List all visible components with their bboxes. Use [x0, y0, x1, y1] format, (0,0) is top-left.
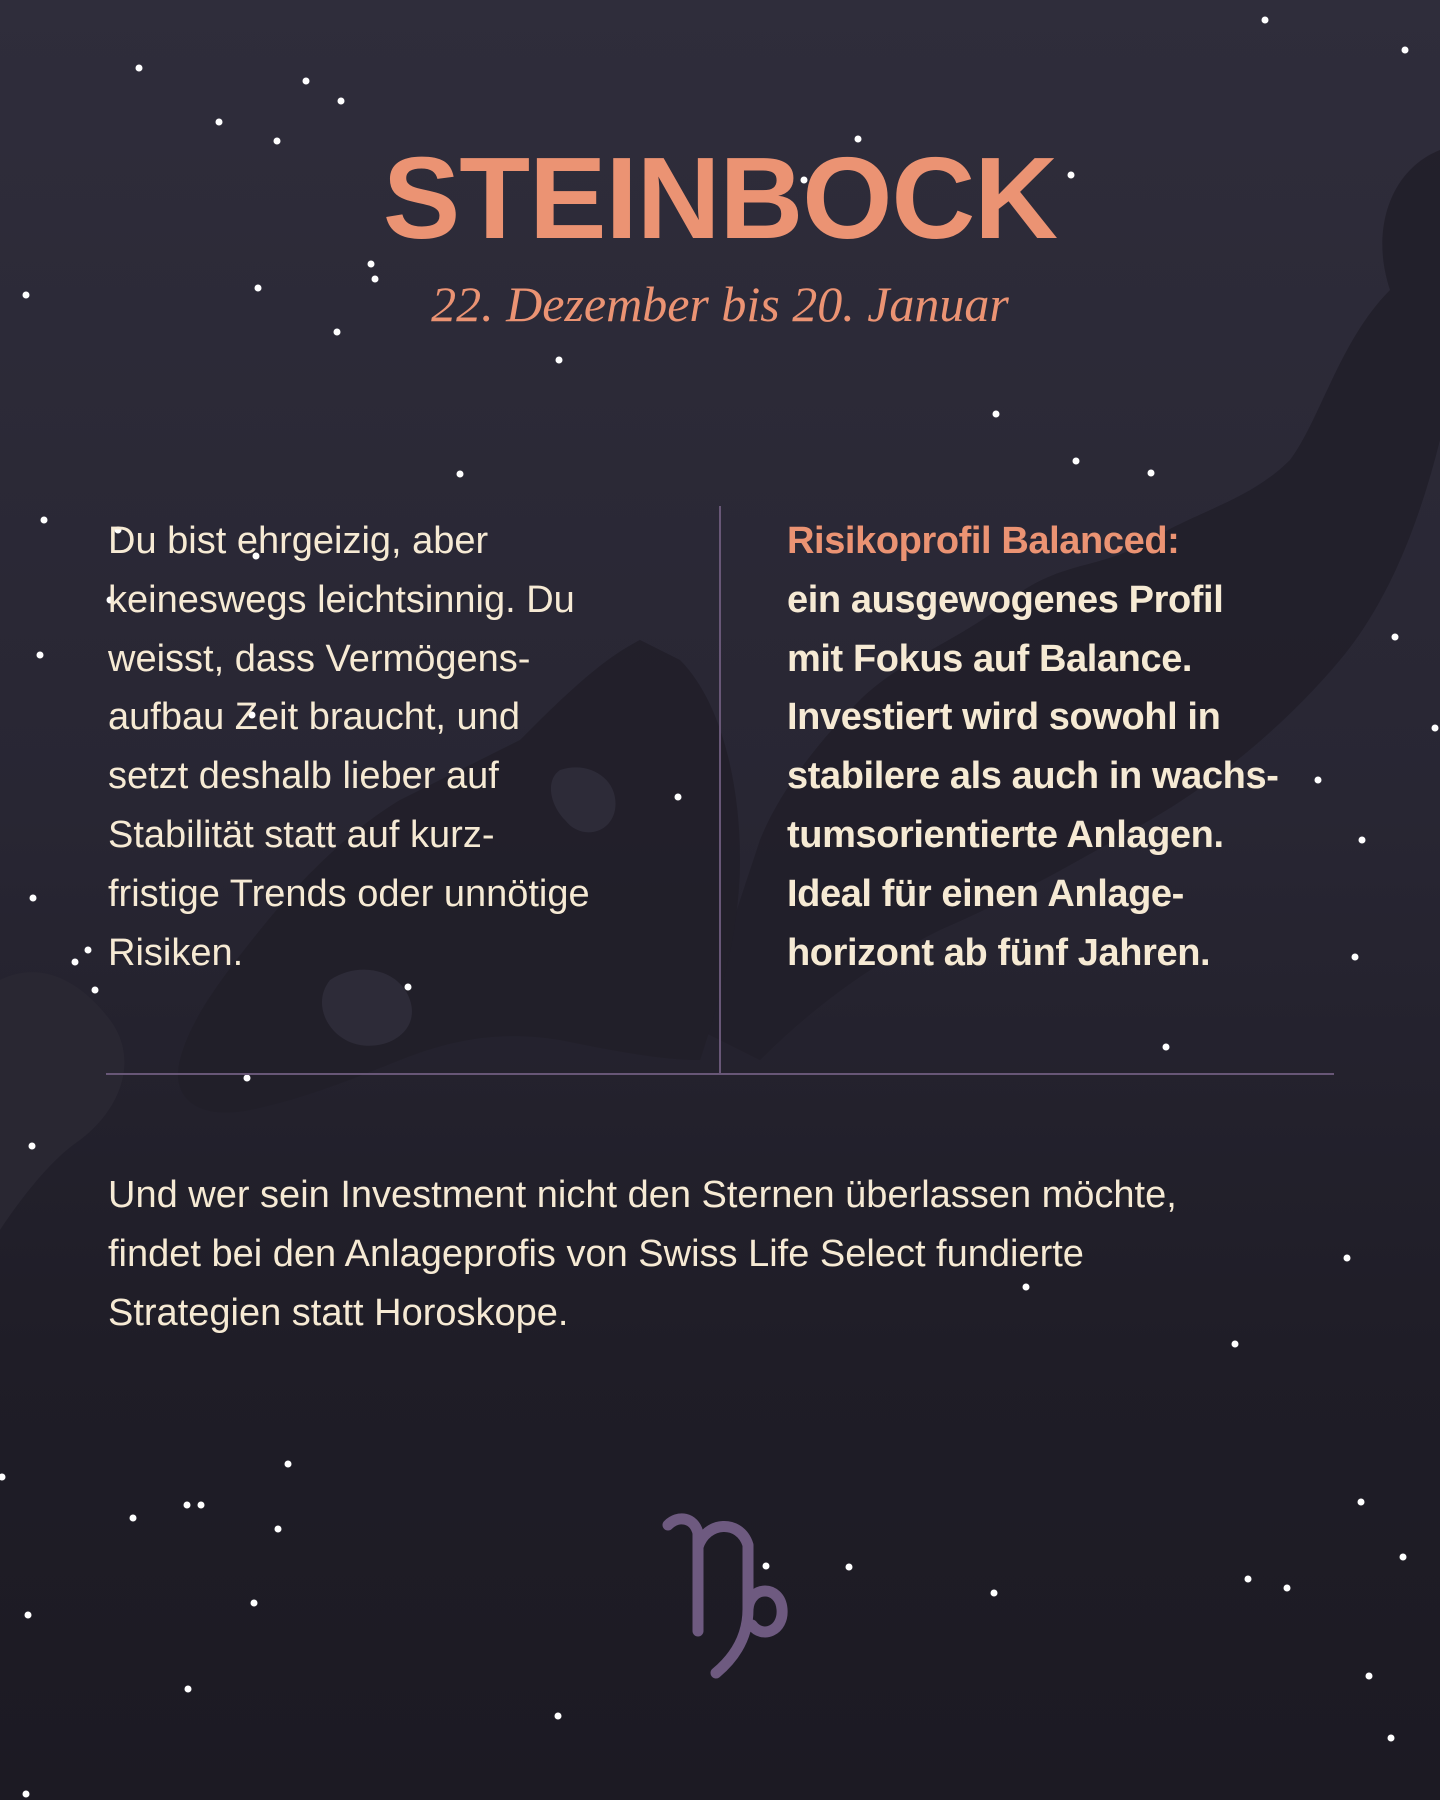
risk-profile-description: ein ausgewogenes Profil mit Fokus auf Balance. Investiert wird sowohl in stabilere als auch in wachs- tumsorientierte Anlagen. Ideal für einen Anlage- horizont ab fünf Jahren. [787, 578, 1279, 974]
personality-description: Du bist ehrgeizig, aber keineswegs leichtsinnig. Du weisst, dass Vermögens- aufbau Zeit braucht, und setzt deshalb lieber auf Stabilität statt auf kurz- fristige Trends oder unnötige Risiken. [108, 520, 590, 974]
page-title: STEINBOCK [382, 133, 1058, 263]
closing-statement: Und wer sein Investment nicht den Sternen überlassen möchte, findet bei den Anlageprofis von Swiss Life Select fundierte Strategien statt Horoskope. [108, 1174, 1177, 1334]
risk-profile-heading: Risikoprofil Balanced: [787, 520, 1180, 562]
capricorn-symbol-icon [660, 1505, 790, 1685]
risk-profile [787, 512, 1347, 982]
date-range: 22. Dezember bis 20. Januar [431, 276, 1009, 332]
vertical-divider [719, 506, 721, 1074]
horizontal-divider [106, 1073, 1334, 1075]
